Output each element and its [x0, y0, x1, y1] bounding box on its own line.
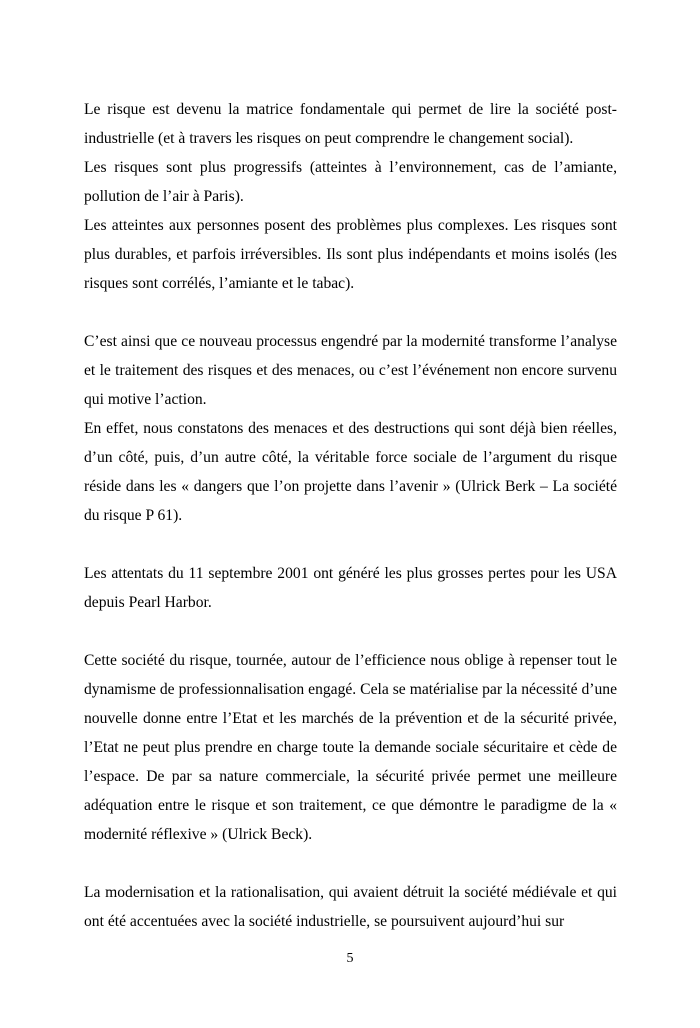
paragraph-1: Le risque est devenu la matrice fondamentale qui permet de lire la société post-industrielle (et à travers les risques on peut comprendre le changement social). — [84, 101, 617, 147]
paragraph-2: Les risques sont plus progressifs (atteintes à l’environnement, cas de l’amiante, pollution de l’air à Paris). — [84, 159, 617, 205]
paragraph-5: En effet, nous constatons des menaces et des destructions qui sont déjà bien réelles, d’un côté, puis, d’un autre côté, la véritable force sociale de l’argument du risque réside dans les « dangers que l’on projette dans l’avenir » (Ulrick Berk – La société du risque P 61). — [84, 420, 617, 524]
paragraph-8: La modernisation et la rationalisation, qui avaient détruit la société médiévale et qui ont été accentuées avec la société industrielle, se poursuivent aujourd’hui sur — [84, 884, 617, 930]
paragraph-3: Les atteintes aux personnes posent des problèmes plus complexes. Les risques sont plus durables, et parfois irréversibles. Ils sont plus indépendants et moins isolés (les risques sont corrélés, l’amiante et le tabac). — [84, 217, 617, 292]
paragraph-7: Cette société du risque, tournée, autour de l’efficience nous oblige à repenser tout le dynamisme de professionnalisation engagé. Cela se matérialise par la nécessité d’une nouvelle donne entre l’Etat et les marchés de la prévention et de la sécurité privée, l’Etat ne peut plus prendre en charge toute la demande sociale sécuritaire et cède de l’espace. De par sa nature commerciale, la sécurité privée permet une meilleure adéquation entre le risque et son traitement, ce que démontre le paradigme de la « modernité réflexive » (Ulrick Beck). — [84, 652, 617, 843]
paragraph-4: C’est ainsi que ce nouveau processus engendré par la modernité transforme l’analyse et le traitement des risques et des menaces, ou c’est l’événement non encore survenu qui motive l’action. — [84, 333, 617, 408]
document-body — [84, 95, 617, 936]
page-number: 5 — [346, 951, 354, 966]
paragraph-6: Les attentats du 11 septembre 2001 ont généré les plus grosses pertes pour les USA depuis Pearl Harbor. — [84, 565, 617, 611]
